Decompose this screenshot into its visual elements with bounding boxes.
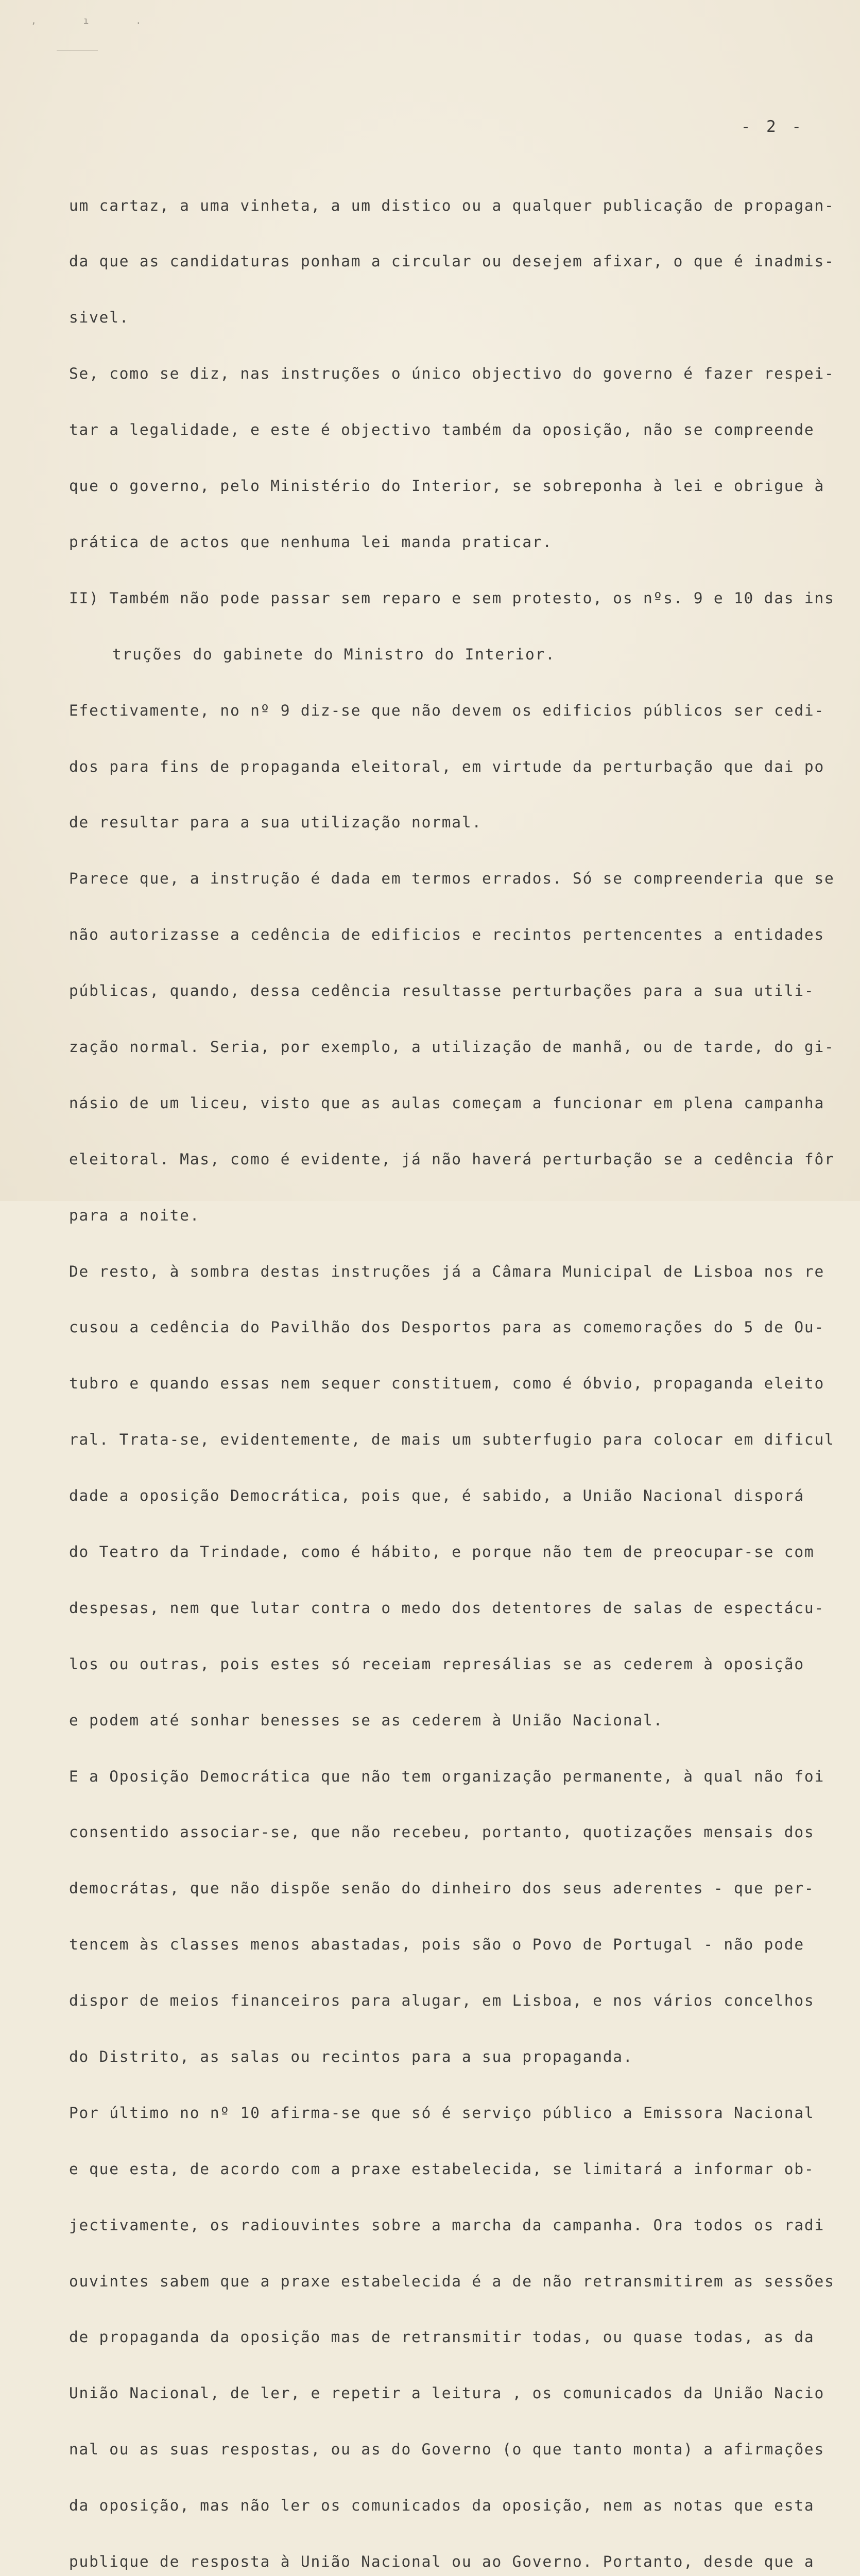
text-line: Parece que, a instrução é dada em termos errados. Só se compreenderia que se: [69, 870, 835, 888]
text-line: cusou a cedência do Pavilhão dos Desportos para as comemorações do 5 de Ou-: [69, 1318, 825, 1336]
text-line: ral. Trata-se, evidentemente, de mais um subterfugio para colocar em dificul: [69, 1431, 835, 1449]
text-line: dade a oposição Democrática, pois que, é sabido, a União Nacional disporá: [69, 1487, 804, 1505]
text-line: truções do gabinete do Ministro do Interior.: [112, 645, 556, 663]
text-line: democrátas, que não dispõe senão do dinheiro dos seus aderentes - que per-: [69, 1879, 815, 1897]
text-line: um cartaz, a uma vinheta, a um distico ou a qualquer publicação de propagan-: [69, 196, 835, 214]
text-line: los ou outras, pois estes só receiam represálias se as cederem à oposição: [69, 1655, 804, 1673]
text-line: jectivamente, os radiouvintes sobre a marcha da campanha. Ora todos os radi: [69, 2216, 825, 2234]
text-line: násio de um liceu, visto que as aulas começam a funcionar em plena campanha: [69, 1094, 825, 1112]
text-line: União Nacional, de ler, e repetir a leitura , os comunicados da União Nacio: [69, 2384, 825, 2402]
text-line: Por último no nº 10 afirma-se que só é serviço público a Emissora Nacional: [69, 2104, 815, 2122]
page-number: - 2 -: [741, 117, 804, 136]
text-line: de resultar para a sua utilização normal.: [69, 814, 482, 832]
text-line: não autorizasse a cedência de edificios e recintos pertencentes a entidades: [69, 926, 825, 944]
text-line: dispor de meios financeiros para alugar, em Lisboa, e nos vários concelhos: [69, 1992, 815, 2010]
text-line: publique de resposta à União Nacional ou ao Governo. Portanto, desde que a: [69, 2553, 815, 2570]
text-line: Efectivamente, no nº 9 diz-se que não devem os edificios públicos ser cedi-: [69, 701, 825, 719]
text-line: De resto, à sombra destas instruções já a Câmara Municipal de Lisboa nos re: [69, 1262, 825, 1280]
corner-pencil-line: [57, 50, 98, 51]
text-line: que o governo, pelo Ministério do Interior, se sobreponha à lei e obrigue à: [69, 477, 825, 495]
document-body: [69, 159, 841, 2576]
text-line: dos para fins de propaganda eleitoral, em virtude da perturbação que dai po: [69, 757, 825, 775]
text-line: nal ou as suas respostas, ou as do Governo (o que tanto monta) a afirmações: [69, 2441, 825, 2459]
text-line: consentido associar-se, que não recebeu, portanto, quotizações mensais dos: [69, 1823, 815, 1841]
text-line: ouvintes sabem que a praxe estabelecida é a de não retransmitirem as sessões: [69, 2272, 835, 2290]
text-line: tencem às classes menos abastadas, pois são o Povo de Portugal - não pode: [69, 1936, 804, 1954]
text-line: E a Oposição Democrática que não tem organização permanente, à qual não foi: [69, 1767, 825, 1785]
text-line: do Teatro da Trindade, como é hábito, e porque não tem de preocupar-se com: [69, 1543, 815, 1561]
text-line: públicas, quando, dessa cedência resultasse perturbações para a sua utili-: [69, 982, 815, 1000]
text-line: e que esta, de acordo com a praxe estabelecida, se limitará a informar ob-: [69, 2160, 815, 2178]
text-line: para a noite.: [69, 1206, 200, 1224]
text-line: sivel.: [69, 309, 130, 327]
text-line: de propaganda da oposição mas de retransmitir todas, ou quase todas, as da: [69, 2328, 815, 2346]
text-line: zação normal. Seria, por exemplo, a utilização de manhã, ou de tarde, do gi-: [69, 1038, 835, 1056]
text-line: II) Também não pode passar sem reparo e sem protesto, os nºs. 9 e 10 das ins: [69, 589, 835, 607]
corner-marks: , ı .: [31, 15, 162, 26]
text-line: tubro e quando essas nem sequer constituem, como é óbvio, propaganda eleito: [69, 1375, 825, 1393]
text-line: Se, como se diz, nas instruções o único objectivo do governo é fazer respei-: [69, 365, 835, 383]
text-line: e podem até sonhar benesses se as cederem à União Nacional.: [69, 1711, 664, 1729]
text-line: prática de actos que nenhuma lei manda praticar.: [69, 533, 553, 551]
text-line: tar a legalidade, e este é objectivo também da oposição, não se compreende: [69, 421, 815, 439]
text-line: da que as candidaturas ponham a circular ou desejem afixar, o que é inadmis-: [69, 252, 835, 270]
text-line: do Distrito, as salas ou recintos para a sua propaganda.: [69, 2047, 633, 2065]
text-line: despesas, nem que lutar contra o medo dos detentores de salas de espectácu-: [69, 1599, 825, 1617]
text-line: da oposição, mas não ler os comunicados da oposição, nem as notas que esta: [69, 2497, 815, 2515]
text-line: eleitoral. Mas, como é evidente, já não haverá perturbação se a cedência fôr: [69, 1150, 835, 1168]
